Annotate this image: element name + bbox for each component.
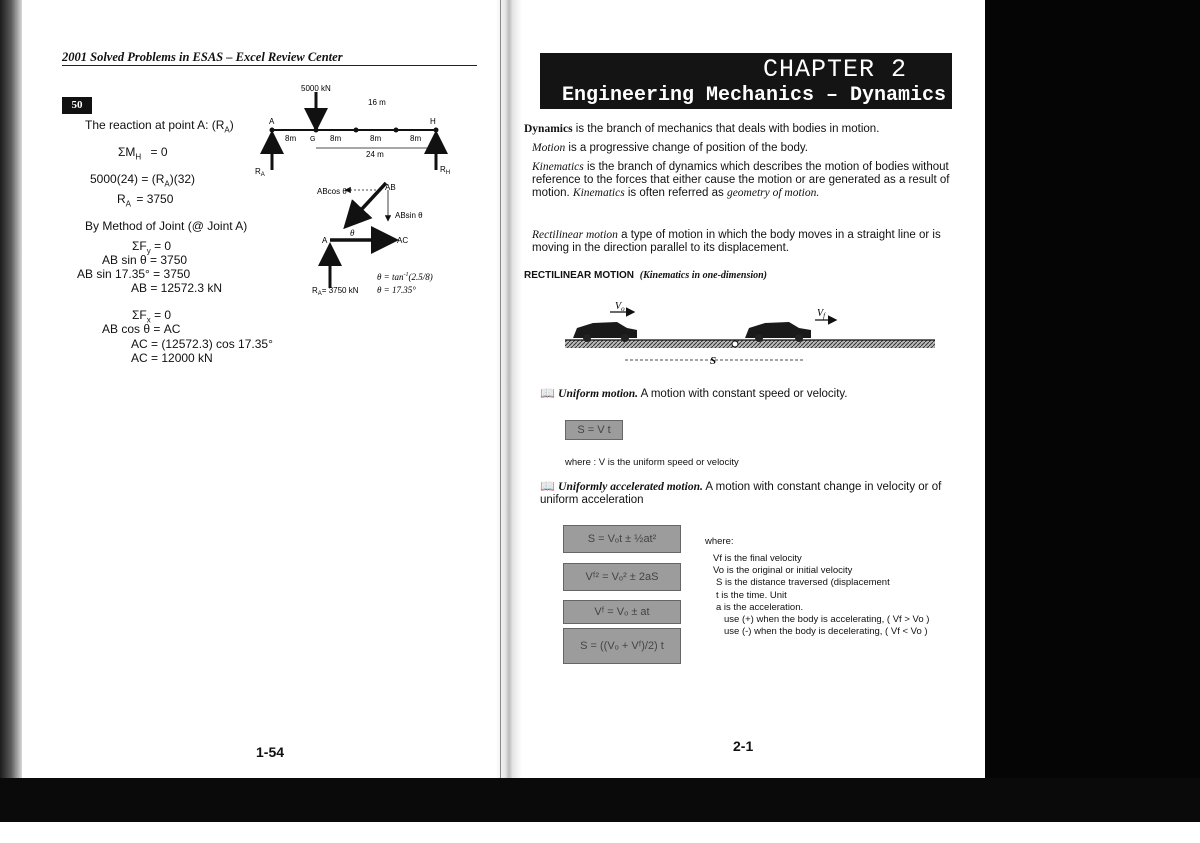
ab-force-arrow [348,183,386,224]
formula-velocity-squared: Vᶠ² = Vₒ² ± 2aS [563,563,681,591]
joint-node [394,128,399,133]
span-total-label: 24 m [366,150,384,159]
truss-diagram [250,78,490,300]
solution-line: AB cos θ = AC [102,322,181,336]
joint-node [314,128,319,133]
rectilinear-motion-figure [565,298,935,370]
ab-label: AB [385,183,396,192]
solution-line: AB sin θ = 3750 [102,253,188,267]
node-h-label: H [430,117,436,126]
scan-shadow-left [0,0,22,780]
node-a-label: A [269,117,275,126]
definition-dynamics: Dynamics is the branch of mechanics that deals with bodies in motion. [524,123,880,135]
joint-node [270,128,275,133]
formula-uniform: S = V t [565,420,623,440]
segment-label: 8m [370,134,382,143]
solution-line: $5000(24) = (R_A)(32)$ [90,172,196,189]
section-heading: RECTILINEAR MOTION (Kinematics in one-dimension) [524,270,768,281]
uniform-where-text: where : V is the uniform speed or velocity [565,457,739,468]
joint-node [434,128,439,133]
definition-kinematics: Kinematics is the branch of dynamics which describes the motion of bodies without reference to the forces that either cause the motion or are generated as a result of motion. Kinematics is often referred as geometry of motion. [532,161,950,199]
ab-sin-label: ABsin θ [395,211,423,220]
node-g-label: G [310,136,316,143]
solution-line: AC = (12572.3) cos 17.35° [131,337,273,351]
reaction-a-label: $R_A$ [255,167,265,178]
solution-line: The reaction at point A: $(R_A)$ [85,118,234,135]
road-surface [565,340,935,348]
accelerated-motion-heading: 📖 Uniformly accelerated motion. A motion with constant change in velocity or of uniform acceleration [540,479,942,506]
chapter-subtitle: Engineering Mechanics – Dynamics [562,84,947,107]
page-number-left: 1-54 [256,744,285,760]
solution-line: By Method of Joint (@ Joint A) [85,219,248,233]
formula-displacement: S = Vₒt ± ½at² [563,525,681,553]
problem-number-badge: 50 [62,97,92,114]
where-item: use (+) when the body is accelerating, ( Vf > Vo ) [724,614,930,625]
page-header: 2001 Solved Problems in ESAS – Excel Review Center [62,50,343,64]
reaction-joint-label: $R_A= 3750$ kN [312,286,359,297]
scan-shadow-bottom [0,778,1200,822]
ab-cos-label: ABcos θ [317,187,347,196]
where-title: where: [705,536,734,547]
joint-a-label: A [322,236,328,245]
where-item: a is the acceleration. [716,602,804,613]
solution-line: AB sin 17.35° = 3750 [77,267,191,281]
solution-line: $R_A = 3750$ [117,192,174,209]
segment-label: 8m [285,134,297,143]
joint-node [354,128,359,133]
where-item: Vo is the original or initial velocity [713,565,853,576]
reaction-h-label: $R_H$ [440,165,451,176]
formula-velocity: Vᶠ = Vₒ ± at [563,600,681,624]
definition-motion: Motion is a progressive change of position of the body. [532,142,808,154]
chapter-title: CHAPTER 2 [763,55,908,84]
vo-label: $V_o$ [615,301,625,313]
solution-line: $\Sigma F_y = 0$ [132,239,172,256]
solution-line: $\Sigma F_x = 0$ [132,308,172,325]
uniform-motion-heading: 📖 Uniform motion. A motion with constant speed or velocity. [540,386,848,400]
gutter-line [500,0,501,778]
where-item: Vf is the final velocity [713,553,802,564]
span-top-label: 16 m [368,98,386,107]
where-item: use (-) when the body is decelerating, ( Vf < Vo ) [724,626,928,637]
vf-label: $V_f$ [817,308,826,320]
solution-line: AB = 12572.3 kN [131,281,223,295]
page-number-right: 2-1 [733,738,754,754]
definition-rectilinear: Rectilinear motion a type of motion in which the body moves in a straight line or is moving in the direction parallel to its displacement. [532,229,941,254]
scan-shadow-right [985,0,1200,780]
s-label: S [710,355,717,367]
solution-line: $\Sigma M_H = 0$ [118,145,168,162]
theta-label: θ [350,228,355,238]
header-rule [62,65,477,66]
solution-line: AC = 12000 kN [131,351,213,365]
where-item: S is the distance traversed (displacement [716,577,890,588]
formula-average-velocity: S = ((Vₒ + Vᶠ)/2) t [563,628,681,664]
segment-label: 8m [330,134,342,143]
where-item: t is the time. Unit [716,590,787,601]
segment-label: 8m [410,134,422,143]
theta-formula: $\theta = \tan^{-1}(2.5/8)$ [377,272,433,282]
theta-value: θ = 17.35° [377,285,416,295]
load-label: 5000 kN [301,84,331,93]
ac-label: AC [397,236,409,245]
